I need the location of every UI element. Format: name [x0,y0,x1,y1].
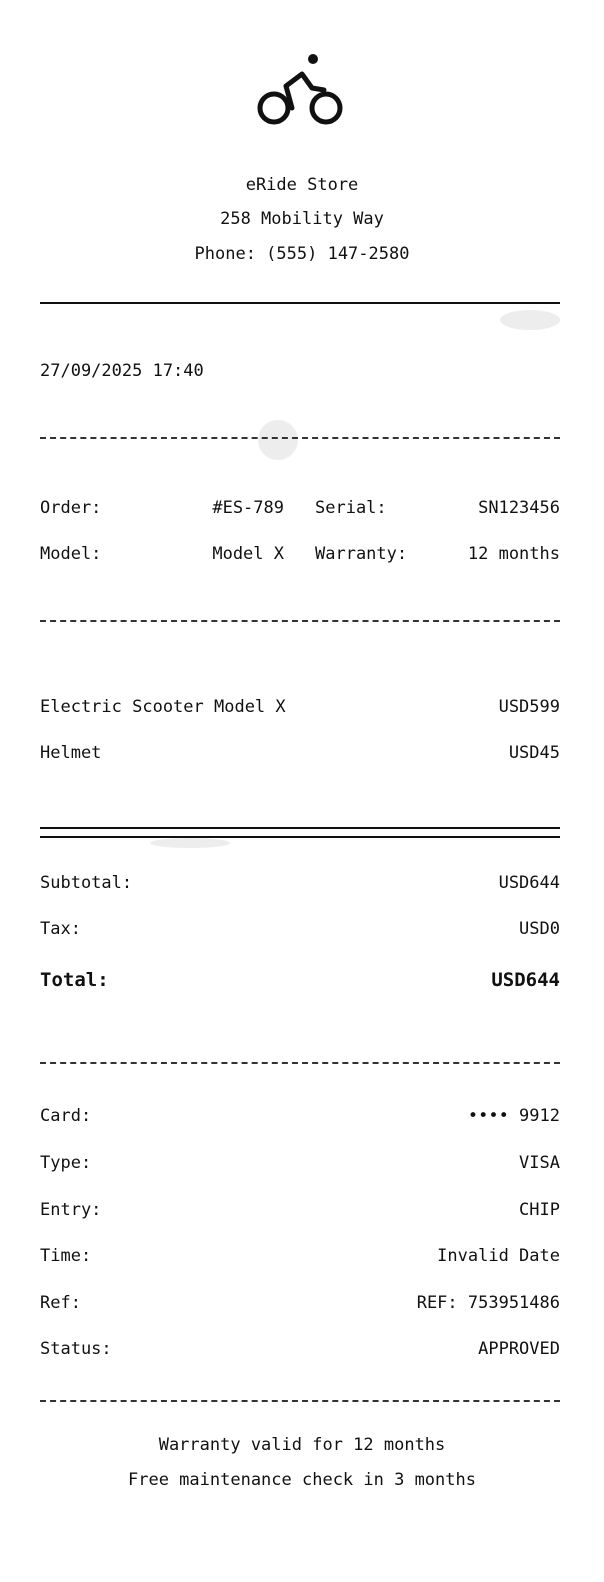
serial-label: Serial: [315,498,387,518]
tax-label: Tax: [40,919,81,939]
card-type-value: VISA [519,1153,560,1173]
ref-label: Ref: [40,1293,81,1313]
divider-dashed [40,1400,560,1402]
order-value: #ES-789 [212,498,284,518]
divider-solid [40,302,560,304]
paper-smudge [150,838,230,848]
divider-double-top [40,827,560,829]
card-value: •••• 9912 [467,1106,560,1126]
entry-value: CHIP [519,1200,560,1220]
subtotal-label: Subtotal: [40,873,133,893]
status-value: APPROVED [478,1339,560,1359]
model-value: Model X [212,544,284,564]
divider-double-bottom [40,836,560,838]
card-label: Card: [40,1106,92,1126]
total-label: Total: [40,969,109,991]
item-price: USD45 [508,743,560,763]
time-label: Time: [40,1246,92,1266]
time-value: Invalid Date [437,1246,560,1266]
item-name: Helmet [40,743,102,763]
model-label: Model: [40,544,102,564]
footer-maintenance-note: Free maintenance check in 3 months [128,1470,476,1490]
store-address: 258 Mobility Way [220,209,384,229]
entry-label: Entry: [40,1200,102,1220]
paper-smudge [500,310,560,330]
bicycle-rider-icon [256,52,344,128]
divider-dashed [40,1062,560,1064]
tax-value: USD0 [519,919,560,939]
divider-dashed [40,620,560,622]
subtotal-value: USD644 [498,873,560,893]
serial-value: SN123456 [478,498,560,518]
divider-dashed [40,437,560,439]
warranty-value: 12 months [467,544,560,564]
item-name: Electric Scooter Model X [40,697,286,717]
order-label: Order: [40,498,102,518]
item-price: USD599 [498,697,560,717]
ref-value: REF: 753951486 [416,1293,560,1313]
status-label: Status: [40,1339,112,1359]
card-type-label: Type: [40,1153,92,1173]
store-name: eRide Store [245,175,359,195]
store-phone: Phone: (555) 147-2580 [194,244,410,264]
footer-warranty-note: Warranty valid for 12 months [158,1435,446,1455]
total-value: USD644 [491,969,560,991]
paper-smudge [258,420,298,460]
transaction-datetime: 27/09/2025 17:40 [40,361,204,381]
warranty-label: Warranty: [315,544,408,564]
